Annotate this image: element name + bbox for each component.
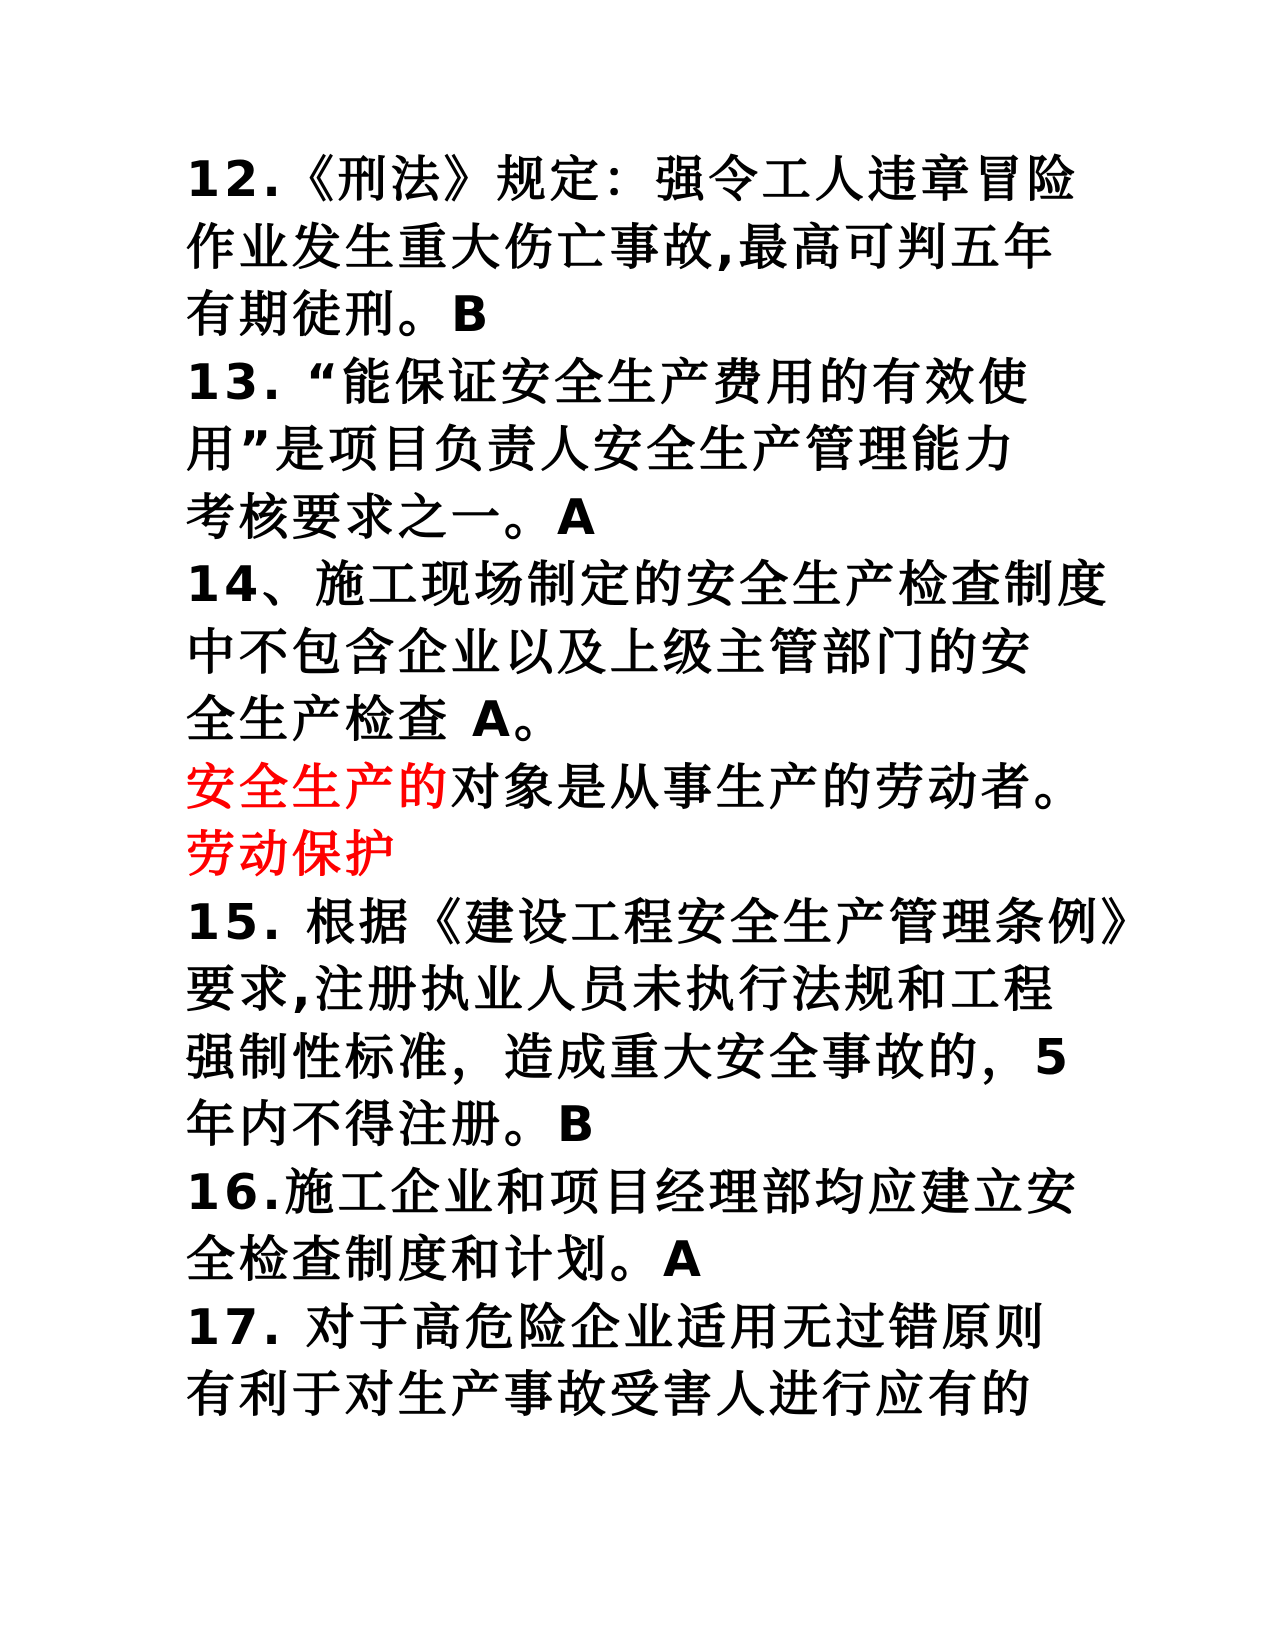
text-line [186, 1294, 1066, 1362]
text-segment: 12.《刑法》规定：强令工人违章冒险 [186, 151, 1080, 208]
text-line [186, 1159, 1080, 1227]
text-segment: 作业发生重大伤亡事故,最高可判五年 [186, 218, 1057, 276]
text-line [186, 349, 1066, 417]
text-segment: 用”是项目负责人安全生产管理能力 [186, 421, 1018, 478]
text-line [186, 551, 1111, 619]
text-line [186, 889, 1154, 957]
text-segment: 有利于对生产事故受害人进行应有的 [186, 1366, 1035, 1423]
text-line [186, 754, 1088, 822]
text-segment: 要求,注册执业人员未执行法规和工程 [186, 961, 1057, 1018]
text-line [186, 146, 1080, 214]
text-segment: 有期徒刑。B [186, 286, 493, 343]
text-segment: 13. “能保证安全生产费用的有效使 [186, 353, 1032, 411]
text-line [186, 214, 1066, 282]
text-line [186, 1024, 1073, 1092]
text-segment: 14、施工现场制定的安全生产检查制度 [186, 556, 1111, 613]
document-body [186, 146, 1154, 1429]
text-line [186, 484, 1066, 552]
highlighted-segment: 安全生产的 [186, 758, 452, 816]
text-line [186, 1226, 1066, 1294]
text-segment: 全检查制度和计划。A [186, 1231, 705, 1288]
text-segment: 年内不得注册。B [186, 1096, 599, 1153]
text-line [186, 686, 1066, 754]
text-segment: 17. 对于高危险企业适用无过错原则 [186, 1298, 1048, 1356]
text-segment: 全生产检查 A。 [186, 691, 567, 748]
text-line [186, 619, 1066, 687]
text-segment: 强制性标准，造成重大安全事故的，5 [186, 1028, 1073, 1086]
text-line [186, 281, 1066, 349]
text-line [186, 1091, 1066, 1159]
text-segment: 考核要求之一。A [186, 488, 599, 546]
text-line [186, 821, 1066, 889]
text-line [186, 1361, 1066, 1429]
highlighted-segment: 劳动保护 [186, 826, 399, 883]
text-line [186, 956, 1066, 1024]
text-segment: 16.施工企业和项目经理部均应建立安 [186, 1163, 1080, 1221]
text-segment: 15. 根据《建设工程安全生产管理条例》 [186, 893, 1154, 951]
text-segment: 中不包含企业以及上级主管部门的安 [186, 623, 1035, 681]
text-segment: 对象是从事生产的劳动者。 [451, 758, 1088, 816]
text-line [186, 416, 1066, 484]
